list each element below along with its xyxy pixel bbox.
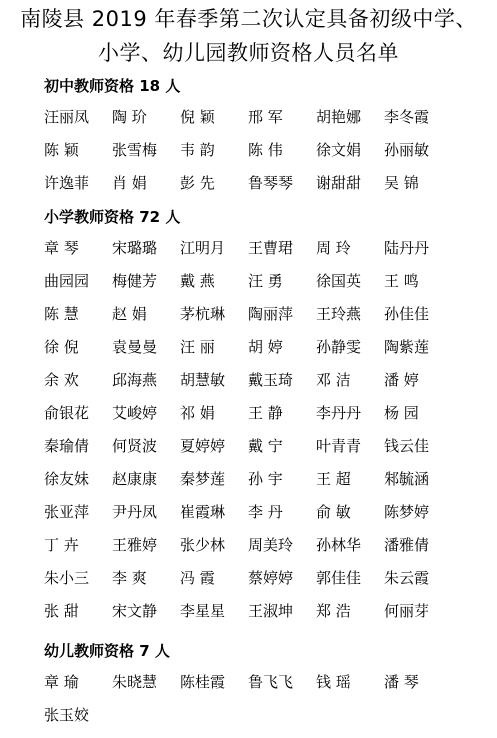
person-name: 李冬霞 <box>384 108 430 126</box>
person-name: 茅杭琳 <box>180 305 226 323</box>
person-name: 宋璐璐 <box>112 239 158 257</box>
person-name: 何丽芽 <box>384 602 430 620</box>
person-name: 戴 燕 <box>180 272 215 290</box>
person-name: 余 欢 <box>44 371 79 389</box>
person-name: 朱晓慧 <box>112 673 158 691</box>
person-name: 梅健芳 <box>112 272 158 290</box>
person-name: 陶紫莲 <box>384 338 430 356</box>
section-heading-junior-middle: 初中教师资格 18 人 <box>44 77 181 95</box>
person-name: 胡艳娜 <box>316 108 362 126</box>
person-name: 邱海燕 <box>112 371 158 389</box>
person-name: 王玲燕 <box>316 305 362 323</box>
person-name: 何贤波 <box>112 437 158 455</box>
person-name: 孙佳佳 <box>384 305 430 323</box>
person-name: 秦瑜倩 <box>44 437 90 455</box>
person-name: 张少林 <box>180 536 226 554</box>
person-name: 蔡婷婷 <box>248 569 294 587</box>
person-name: 朱小三 <box>44 569 90 587</box>
person-name: 邾毓涵 <box>384 470 430 488</box>
person-name: 陈 伟 <box>248 141 283 159</box>
person-name: 戴玉琦 <box>248 371 294 389</box>
person-name: 赵康康 <box>112 470 158 488</box>
section-heading-kindergarten: 幼儿教师资格 7 人 <box>44 642 170 660</box>
person-name: 陆丹丹 <box>384 239 430 257</box>
person-name: 张 甜 <box>44 602 79 620</box>
person-name: 张雪梅 <box>112 141 158 159</box>
section-heading-primary: 小学教师资格 72 人 <box>44 208 181 226</box>
person-name: 李星星 <box>180 602 226 620</box>
person-name: 鲁琴琴 <box>248 174 294 192</box>
person-name: 李 爽 <box>112 569 147 587</box>
person-name: 彭 先 <box>180 174 215 192</box>
person-name: 陈 慧 <box>44 305 79 323</box>
person-name: 曲园园 <box>44 272 90 290</box>
person-name: 郭佳佳 <box>316 569 362 587</box>
person-name: 潘 琴 <box>384 673 419 691</box>
person-name: 邢 军 <box>248 108 283 126</box>
person-name: 徐国英 <box>316 272 362 290</box>
person-name: 陈桂霞 <box>180 673 226 691</box>
person-name: 冯 霞 <box>180 569 215 587</box>
person-name: 俞银花 <box>44 404 90 422</box>
person-name: 杨 园 <box>384 404 419 422</box>
person-name: 汪丽凤 <box>44 108 90 126</box>
person-name: 王曹珺 <box>248 239 294 257</box>
person-name: 崔霞琳 <box>180 503 226 521</box>
person-name: 郑 浩 <box>316 602 351 620</box>
person-name: 周 玲 <box>316 239 351 257</box>
person-name: 潘雅倩 <box>384 536 430 554</box>
person-name: 王淑坤 <box>248 602 294 620</box>
person-name: 许逸菲 <box>44 174 90 192</box>
person-name: 陈 颖 <box>44 141 79 159</box>
person-name: 孙林华 <box>316 536 362 554</box>
person-name: 吴 锦 <box>384 174 419 192</box>
person-name: 章 琴 <box>44 239 79 257</box>
person-name: 王雅婷 <box>112 536 158 554</box>
person-name: 朱云霞 <box>384 569 430 587</box>
person-name: 袁曼曼 <box>112 338 158 356</box>
person-name: 戴 宁 <box>248 437 283 455</box>
person-name: 夏婷婷 <box>180 437 226 455</box>
person-name: 章 瑜 <box>44 673 79 691</box>
person-name: 陶 玠 <box>112 108 147 126</box>
person-name: 尹丹凤 <box>112 503 158 521</box>
person-name: 徐文娟 <box>316 141 362 159</box>
person-name: 俞 敏 <box>316 503 351 521</box>
person-name: 钱云佳 <box>384 437 430 455</box>
person-name: 倪 颖 <box>180 108 215 126</box>
person-name: 鲁飞飞 <box>248 673 294 691</box>
person-name: 徐 倪 <box>44 338 79 356</box>
person-name: 王 鸣 <box>384 272 419 290</box>
person-name: 徐友妹 <box>44 470 90 488</box>
person-name: 张亚萍 <box>44 503 90 521</box>
person-name: 秦梦莲 <box>180 470 226 488</box>
person-name: 王 静 <box>248 404 283 422</box>
person-name: 汪 丽 <box>180 338 215 356</box>
document-title-line-1: 南陵县 2019 年春季第二次认定具备初级中学、 <box>20 7 477 31</box>
person-name: 肖 娟 <box>112 174 147 192</box>
document-title-line-2: 小学、幼儿园教师资格人员名单 <box>98 41 399 65</box>
person-name: 韦 韵 <box>180 141 215 159</box>
person-name: 胡 婷 <box>248 338 283 356</box>
person-name: 陶丽萍 <box>248 305 294 323</box>
person-name: 宋文静 <box>112 602 158 620</box>
person-name: 李 丹 <box>248 503 283 521</box>
person-name: 叶青青 <box>316 437 362 455</box>
person-name: 邓 洁 <box>316 371 351 389</box>
name-list-kindergarten <box>44 672 464 738</box>
person-name: 艾峻婷 <box>112 404 158 422</box>
person-name: 王 超 <box>316 470 351 488</box>
name-list-junior-middle <box>44 107 464 206</box>
person-name: 钱 瑶 <box>316 673 351 691</box>
name-list-primary <box>44 238 464 634</box>
person-name: 孙静雯 <box>316 338 362 356</box>
person-name: 潘 婷 <box>384 371 419 389</box>
person-name: 李丹丹 <box>316 404 362 422</box>
person-name: 汪 勇 <box>248 272 283 290</box>
person-name: 陈梦婷 <box>384 503 430 521</box>
person-name: 张玉姣 <box>44 706 90 724</box>
person-name: 赵 娟 <box>112 305 147 323</box>
person-name: 丁 卉 <box>44 536 79 554</box>
person-name: 胡慧敏 <box>180 371 226 389</box>
person-name: 周美玲 <box>248 536 294 554</box>
person-name: 孙 宇 <box>248 470 283 488</box>
person-name: 祁 娟 <box>180 404 215 422</box>
person-name: 谢甜甜 <box>316 174 362 192</box>
person-name: 孙丽敏 <box>384 141 430 159</box>
person-name: 江明月 <box>180 239 226 257</box>
